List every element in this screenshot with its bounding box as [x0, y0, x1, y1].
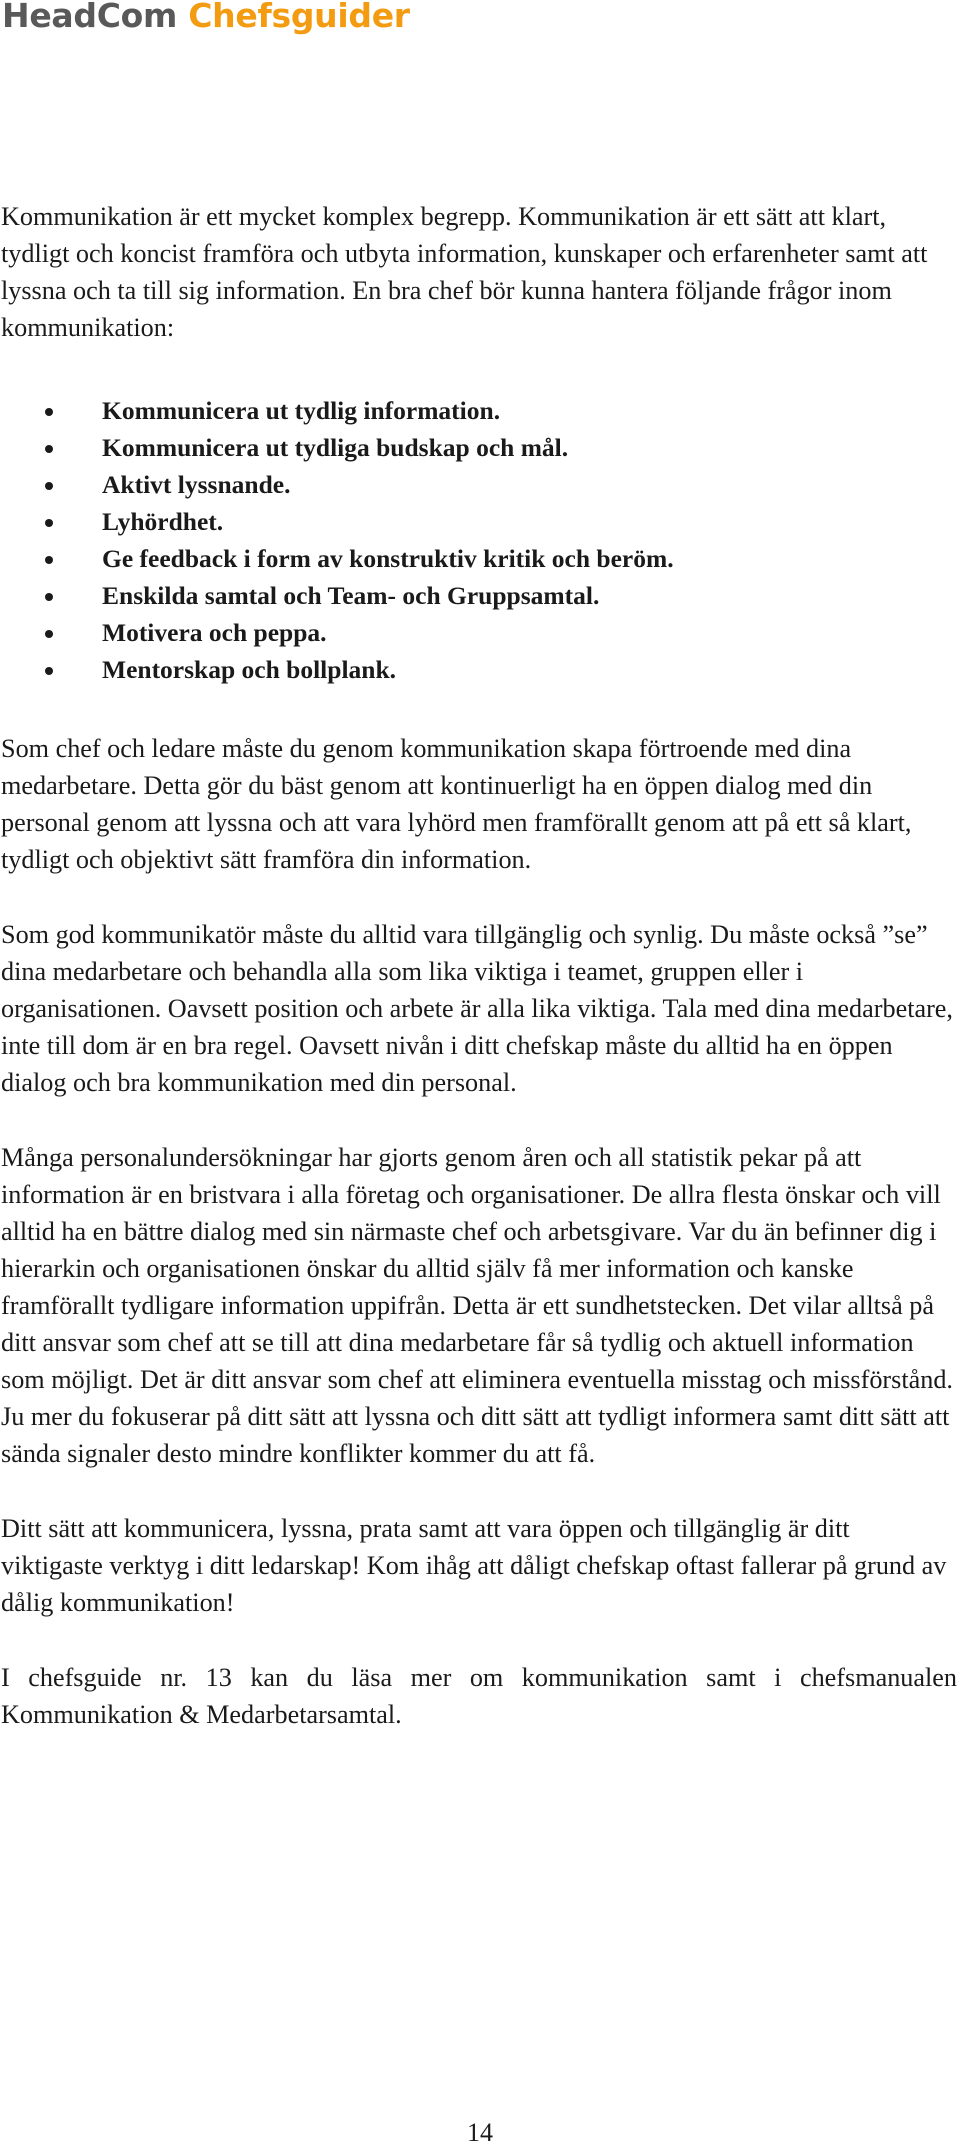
bullet-icon: [45, 593, 53, 601]
intro-paragraph: Kommunikation är ett mycket komplex begrepp. Kommunikation är ett sätt att klart, tydligt och koncist framföra och utbyta information, kunskaper och erfarenheter samt att lyssna och ta till sig information. En bra chef bör kunna hantera följande frågor inom kommunikation:: [1, 202, 928, 342]
bullet-icon: [45, 667, 53, 675]
paragraph-communicator: Som god kommunikatör måste du alltid vara tillgänglig och synlig. Du måste också ”se” dina medarbetare och behandla alla som lika viktiga i teamet, gruppen eller i organisationen. Oavsett position och arbete är alla lika viktiga. Tala med dina medarbetare, inte till dom är en bra regel. Oavsett nivån i ditt chefskap måste du alltid ha en öppen dialog och bra kommunikation med din personal.: [1, 920, 953, 1097]
bullet-list: [1, 392, 957, 688]
brand-name-headcom: HeadCom: [2, 0, 189, 35]
page-number: 14: [467, 2118, 493, 2147]
brand-logo: [2, 0, 410, 36]
paragraph-reference: I chefsguide nr. 13 kan du läsa mer om kommunikation samt i chefsmanualen Kommunikation & Medarbetarsamtal.: [1, 1663, 957, 1729]
list-item: Mentorskap och bollplank.: [1, 651, 957, 688]
paragraph-surveys: Många personalundersökningar har gjorts genom åren och all statistik pekar på att information är en bristvara i alla företag och organisationer. De allra flesta önskar och vill alltid ha en bättre dialog med sin närmaste chef och arbetsgivare. Var du än befinner dig i hierarkin och organisationen önskar du alltid själv få mer information och kanske framförallt tydligare information uppifrån. Detta är ett sundhetstecken. Det vilar alltså på ditt ansvar som chef att se till att dina medarbetare får så tydlig och aktuell information som möjligt. Det är ditt ansvar som chef att eliminera eventuella misstag och missförstånd. Ju mer du fokuserar på ditt sätt att lyssna och ditt sätt att tydligt informera samt ditt sätt att sända signaler desto mindre konflikter kommer du att få.: [1, 1143, 953, 1468]
list-item: Lyhördhet.: [1, 503, 957, 540]
bullet-icon: [45, 445, 53, 453]
bullet-icon: [45, 556, 53, 564]
list-item: Aktivt lyssnande.: [1, 466, 957, 503]
list-item: Kommunicera ut tydlig information.: [1, 392, 957, 429]
list-item: Ge feedback i form av konstruktiv kritik och beröm.: [1, 540, 957, 577]
brand-name-chefsguider: Chefsguider: [188, 0, 410, 35]
bullet-icon: [45, 408, 53, 416]
paragraph-leadership-tool: Ditt sätt att kommunicera, lyssna, prata samt att vara öppen och tillgänglig är ditt viktigaste verktyg i ditt ledarskap! Kom ihåg att dåligt chefskap oftast fallerar på grund av dålig kommunikation!: [1, 1514, 947, 1617]
document-body: [1, 198, 957, 1733]
list-item: Kommunicera ut tydliga budskap och mål.: [1, 429, 957, 466]
paragraph-trust: Som chef och ledare måste du genom kommunikation skapa förtroende med dina medarbetare. Detta gör du bäst genom att kontinuerligt ha en öppen dialog med din personal genom att lyssna och att vara lyhörd men framförallt genom att på ett så klart, tydligt och objektivt sätt framföra din information.: [1, 734, 912, 874]
bullet-icon: [45, 482, 53, 490]
list-item: Enskilda samtal och Team- och Gruppsamtal.: [1, 577, 957, 614]
list-item: Motivera och peppa.: [1, 614, 957, 651]
bullet-icon: [45, 519, 53, 527]
bullet-icon: [45, 630, 53, 638]
